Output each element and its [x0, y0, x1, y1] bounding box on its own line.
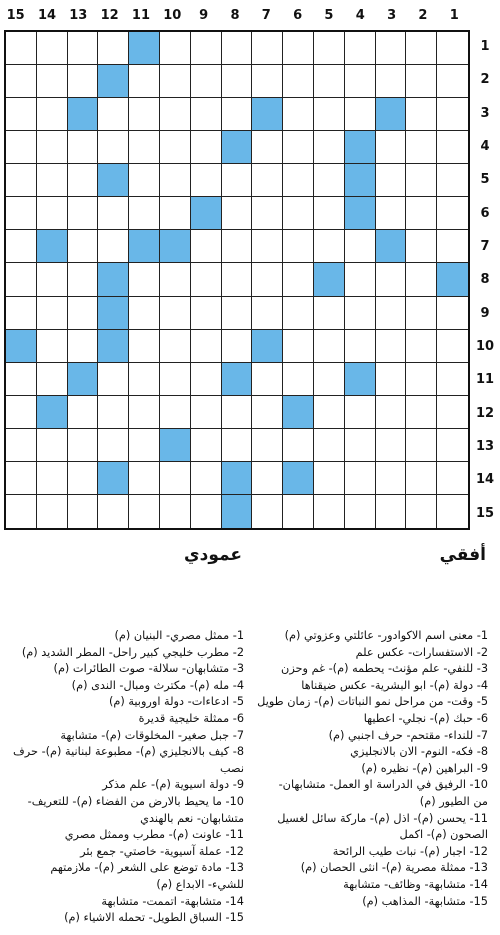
grid-block-cell — [160, 230, 191, 263]
down-clue: 2- مطرب خليجي كبير راحل- المطر الشديد (م) — [21, 645, 244, 659]
grid-cell[interactable] — [160, 462, 191, 495]
grid-cell[interactable] — [314, 197, 345, 230]
row-number: 12 — [475, 405, 495, 421]
grid-cell[interactable] — [376, 263, 407, 296]
grid-cell[interactable] — [345, 462, 376, 495]
column-number: 8 — [230, 7, 240, 23]
grid-block-cell — [252, 98, 283, 131]
column-number: 2 — [418, 7, 428, 23]
grid-cell[interactable] — [376, 363, 407, 396]
column-number: 4 — [355, 7, 365, 23]
down-clue: 13- مادة توضع على الشعر (م)- ملازمتهم — [50, 861, 244, 875]
grid-cell[interactable] — [345, 230, 376, 263]
grid-cell[interactable] — [6, 297, 37, 330]
row-number: 10 — [475, 339, 495, 355]
grid-cell[interactable] — [376, 462, 407, 495]
grid-block-cell — [129, 32, 160, 65]
grid-cell[interactable] — [37, 197, 68, 230]
grid-cell[interactable] — [6, 363, 37, 396]
grid-cell[interactable] — [406, 164, 437, 197]
grid-cell[interactable] — [191, 330, 222, 363]
down-clue: 12- عملة آسيوية- خاصتي- جمع بئر — [80, 844, 244, 858]
grid-cell[interactable] — [283, 98, 314, 131]
grid-cell[interactable] — [283, 230, 314, 263]
grid-cell[interactable] — [222, 330, 253, 363]
grid-cell[interactable] — [68, 495, 99, 528]
grid-cell[interactable] — [252, 396, 283, 429]
down-clue: 11- عاونت (م)- مطرب وممثل مصري — [64, 828, 244, 842]
grid-cell[interactable] — [191, 429, 222, 462]
column-number: 5 — [324, 7, 334, 23]
grid-cell[interactable] — [191, 164, 222, 197]
down-clue: 7- جبل صغير- المخلوقات (م)- متشابهة — [60, 728, 244, 742]
grid-block-cell — [222, 462, 253, 495]
grid-cell[interactable] — [37, 263, 68, 296]
grid-cell[interactable] — [37, 98, 68, 131]
grid-cell[interactable] — [222, 98, 253, 131]
grid-block-cell — [252, 330, 283, 363]
grid-block-cell — [68, 363, 99, 396]
grid-cell[interactable] — [437, 495, 468, 528]
grid-cell[interactable] — [222, 197, 253, 230]
across-clue: 5- وقت- من مراحل نمو النباتات (م)- زمان طويل — [257, 695, 488, 709]
grid-cell[interactable] — [437, 396, 468, 429]
across-clue: من الطيور (م) — [419, 794, 488, 808]
grid-cell[interactable] — [406, 131, 437, 164]
row-number: 14 — [475, 472, 495, 488]
grid-cell[interactable] — [252, 32, 283, 65]
grid-cell[interactable] — [252, 65, 283, 98]
grid-cell[interactable] — [160, 363, 191, 396]
grid-block-cell — [437, 263, 468, 296]
grid-cell[interactable] — [406, 297, 437, 330]
down-clue: للشيء- الابداع (م) — [156, 877, 244, 891]
grid-block-cell — [6, 330, 37, 363]
grid-cell[interactable] — [129, 462, 160, 495]
grid-cell[interactable] — [314, 98, 345, 131]
grid-cell[interactable] — [98, 98, 129, 131]
grid-cell[interactable] — [314, 363, 345, 396]
grid-cell[interactable] — [222, 164, 253, 197]
grid-cell[interactable] — [252, 230, 283, 263]
grid-cell[interactable] — [314, 396, 345, 429]
grid-block-cell — [314, 263, 345, 296]
grid-cell[interactable] — [406, 462, 437, 495]
down-clue: 10- ما يحيط بالارض من الفضاء (م)- للتعريف- — [27, 794, 244, 808]
across-clue: 11- يحسن (م)- اذل (م)- ماركة سائل لغسيل — [277, 811, 488, 825]
grid-cell[interactable] — [376, 429, 407, 462]
grid-cell[interactable] — [160, 98, 191, 131]
grid-cell[interactable] — [437, 197, 468, 230]
across-clue: 15- متشابهة- المذاهب (م) — [362, 894, 488, 908]
across-clue: 7- للنداء- مقتحم- حرف اجنبي (م) — [328, 728, 488, 742]
grid-cell[interactable] — [406, 330, 437, 363]
grid-cell[interactable] — [376, 131, 407, 164]
grid-cell[interactable] — [283, 32, 314, 65]
grid-cell[interactable] — [252, 164, 283, 197]
row-number: 8 — [480, 272, 490, 288]
grid-block-cell — [376, 230, 407, 263]
grid-cell[interactable] — [68, 65, 99, 98]
grid-block-cell — [191, 197, 222, 230]
grid-cell[interactable] — [129, 330, 160, 363]
grid-cell[interactable] — [6, 164, 37, 197]
grid-cell[interactable] — [345, 65, 376, 98]
grid-cell[interactable] — [6, 396, 37, 429]
grid-cell[interactable] — [160, 164, 191, 197]
grid-cell[interactable] — [345, 396, 376, 429]
down-clue: 15- السباق الطويل- تحمله الاشياء (م) — [64, 911, 244, 925]
down-clue: 5- ادعاءات- دولة اوروبية (م) — [108, 695, 244, 709]
grid-cell[interactable] — [68, 429, 99, 462]
grid-cell[interactable] — [406, 32, 437, 65]
grid-cell[interactable] — [406, 429, 437, 462]
grid-cell[interactable] — [314, 32, 345, 65]
grid-cell[interactable] — [314, 429, 345, 462]
across-clue: 6- حبك (م)- نجلي- اعطيها — [363, 711, 488, 725]
column-number: 9 — [199, 7, 209, 23]
grid-cell[interactable] — [314, 65, 345, 98]
grid-cell[interactable] — [314, 230, 345, 263]
grid-cell[interactable] — [68, 131, 99, 164]
grid-cell[interactable] — [98, 131, 129, 164]
grid-cell[interactable] — [6, 65, 37, 98]
grid-cell[interactable] — [37, 297, 68, 330]
grid-cell[interactable] — [98, 197, 129, 230]
grid-block-cell — [376, 98, 407, 131]
column-number: 1 — [449, 7, 459, 23]
row-number: 7 — [480, 239, 490, 255]
grid-cell[interactable] — [345, 263, 376, 296]
grid-cell[interactable] — [160, 330, 191, 363]
grid-cell[interactable] — [252, 363, 283, 396]
across-clue: 8- فكه- النوم- الان بالانجليزي — [350, 745, 488, 759]
column-number: 15 — [6, 7, 25, 23]
grid-cell[interactable] — [6, 263, 37, 296]
grid-cell[interactable] — [437, 32, 468, 65]
grid-block-cell — [345, 363, 376, 396]
grid-cell[interactable] — [129, 429, 160, 462]
grid-cell[interactable] — [437, 297, 468, 330]
grid-block-cell — [37, 396, 68, 429]
grid-cell[interactable] — [191, 230, 222, 263]
grid-cell[interactable] — [6, 32, 37, 65]
grid-cell[interactable] — [345, 98, 376, 131]
column-number: 6 — [293, 7, 303, 23]
grid-cell[interactable] — [98, 32, 129, 65]
grid-cell[interactable] — [222, 263, 253, 296]
grid-cell[interactable] — [6, 98, 37, 131]
grid-cell[interactable] — [252, 462, 283, 495]
column-number: 3 — [387, 7, 397, 23]
down-clue: 9- دولة اسيوية (م)- علم مذكر — [102, 778, 244, 792]
grid-cell[interactable] — [376, 330, 407, 363]
grid-cell[interactable] — [345, 32, 376, 65]
grid-cell[interactable] — [252, 263, 283, 296]
grid-cell[interactable] — [160, 197, 191, 230]
grid-cell[interactable] — [437, 462, 468, 495]
across-clues — [256, 628, 488, 910]
grid-cell[interactable] — [314, 131, 345, 164]
grid-cell[interactable] — [252, 495, 283, 528]
column-number: 12 — [100, 7, 119, 23]
grid-cell[interactable] — [283, 297, 314, 330]
grid-cell[interactable] — [345, 330, 376, 363]
down-clue: 3- متشابهان- سلالة- صوت الطائرات (م) — [53, 662, 244, 676]
grid-block-cell — [37, 230, 68, 263]
grid-cell[interactable] — [160, 32, 191, 65]
grid-block-cell — [283, 462, 314, 495]
grid-cell[interactable] — [252, 131, 283, 164]
column-number: 13 — [69, 7, 88, 23]
across-clue: 14- متشابهة- وظائف- متشابهة — [343, 877, 488, 891]
grid-cell[interactable] — [6, 230, 37, 263]
grid-cell[interactable] — [406, 65, 437, 98]
grid-cell[interactable] — [191, 131, 222, 164]
grid-cell[interactable] — [6, 429, 37, 462]
grid-cell[interactable] — [406, 396, 437, 429]
grid-cell[interactable] — [37, 495, 68, 528]
grid-cell[interactable] — [191, 263, 222, 296]
grid-cell[interactable] — [437, 164, 468, 197]
grid-cell[interactable] — [376, 197, 407, 230]
grid-cell[interactable] — [437, 98, 468, 131]
grid-cell[interactable] — [191, 363, 222, 396]
grid-cell[interactable] — [222, 429, 253, 462]
column-numbers — [0, 0, 470, 30]
grid-cell[interactable] — [252, 197, 283, 230]
grid-cell[interactable] — [68, 297, 99, 330]
grid-cell[interactable] — [376, 32, 407, 65]
across-heading: أفقي — [439, 545, 486, 565]
row-number: 6 — [480, 205, 490, 221]
grid-cell[interactable] — [437, 65, 468, 98]
grid-cell[interactable] — [345, 297, 376, 330]
grid-cell[interactable] — [68, 263, 99, 296]
grid-cell[interactable] — [406, 263, 437, 296]
grid-cell[interactable] — [437, 131, 468, 164]
grid-cell[interactable] — [283, 65, 314, 98]
grid-cell[interactable] — [160, 131, 191, 164]
row-numbers — [470, 30, 500, 530]
grid-cell[interactable] — [283, 429, 314, 462]
grid-cell[interactable] — [37, 330, 68, 363]
down-clues — [12, 628, 244, 927]
grid-cell[interactable] — [376, 495, 407, 528]
grid-cell[interactable] — [252, 429, 283, 462]
grid-cell[interactable] — [37, 462, 68, 495]
down-clue: 1- ممثل مصري- البنيان (م) — [114, 629, 244, 642]
grid-cell[interactable] — [37, 164, 68, 197]
grid-block-cell — [98, 164, 129, 197]
grid-cell[interactable] — [129, 396, 160, 429]
column-number: 7 — [261, 7, 271, 23]
grid-block-cell — [345, 131, 376, 164]
down-clue: 6- ممثلة خليجية قديرة — [138, 711, 244, 725]
grid-cell[interactable] — [222, 297, 253, 330]
grid-cell[interactable] — [191, 462, 222, 495]
grid-cell[interactable] — [129, 164, 160, 197]
grid-cell[interactable] — [406, 98, 437, 131]
grid-cell[interactable] — [191, 65, 222, 98]
grid-cell[interactable] — [314, 462, 345, 495]
column-number: 11 — [131, 7, 151, 23]
grid-cell[interactable] — [6, 131, 37, 164]
grid-cell[interactable] — [314, 297, 345, 330]
grid-cell[interactable] — [283, 495, 314, 528]
grid-cell[interactable] — [406, 230, 437, 263]
grid-block-cell — [129, 230, 160, 263]
grid-block-cell — [160, 429, 191, 462]
grid-cell[interactable] — [191, 98, 222, 131]
grid-block-cell — [345, 164, 376, 197]
grid-cell[interactable] — [129, 297, 160, 330]
down-heading: عمودي — [184, 545, 242, 565]
across-clue: 12- اجبار (م)- نبات طيب الرائحة — [332, 844, 488, 858]
grid-cell[interactable] — [160, 297, 191, 330]
column-number: 10 — [163, 7, 182, 23]
row-number: 11 — [475, 372, 495, 388]
grid-cell[interactable] — [222, 396, 253, 429]
grid-cell[interactable] — [345, 495, 376, 528]
row-number: 13 — [475, 439, 495, 455]
grid-cell[interactable] — [191, 495, 222, 528]
grid-cell[interactable] — [98, 396, 129, 429]
grid-cell[interactable] — [129, 98, 160, 131]
grid-cell[interactable] — [283, 197, 314, 230]
across-clue: 9- البراهين (م)- نظيره (م) — [361, 761, 488, 775]
grid-cell[interactable] — [129, 197, 160, 230]
grid-cell[interactable] — [129, 495, 160, 528]
grid-cell[interactable] — [37, 65, 68, 98]
grid-cell[interactable] — [406, 495, 437, 528]
grid-cell[interactable] — [98, 495, 129, 528]
grid-cell[interactable] — [376, 65, 407, 98]
grid-cell[interactable] — [37, 32, 68, 65]
grid-cell[interactable] — [283, 164, 314, 197]
grid-cell[interactable] — [6, 495, 37, 528]
grid-cell[interactable] — [68, 396, 99, 429]
grid-cell[interactable] — [129, 65, 160, 98]
grid-cell[interactable] — [437, 230, 468, 263]
grid-cell[interactable] — [283, 363, 314, 396]
grid-block-cell — [345, 197, 376, 230]
grid-cell[interactable] — [37, 429, 68, 462]
grid-cell[interactable] — [68, 330, 99, 363]
down-clue: 8- كيف بالانجليزي (م)- مطبوعة لبنانية (م)- حرف نصب — [13, 745, 244, 775]
grid-block-cell — [222, 131, 253, 164]
down-clue: 14- متشابهة- اتممت- متشابهة — [101, 894, 244, 908]
row-number: 15 — [475, 505, 495, 521]
grid-cell[interactable] — [314, 164, 345, 197]
grid-cell[interactable] — [98, 363, 129, 396]
grid-cell[interactable] — [68, 462, 99, 495]
column-number: 14 — [37, 7, 57, 23]
row-number: 9 — [480, 305, 490, 321]
down-clue: 4- مله (م)- مكترث ومبال- الندى (م) — [71, 678, 244, 692]
grid-cell[interactable] — [283, 330, 314, 363]
grid-cell[interactable] — [160, 263, 191, 296]
row-number: 1 — [480, 39, 490, 55]
grid-cell[interactable] — [345, 429, 376, 462]
row-number: 5 — [480, 172, 490, 188]
grid-cell[interactable] — [129, 131, 160, 164]
crossword-grid — [4, 30, 470, 530]
grid-cell[interactable] — [314, 495, 345, 528]
grid-cell[interactable] — [37, 131, 68, 164]
grid-cell[interactable] — [68, 197, 99, 230]
grid-cell[interactable] — [129, 363, 160, 396]
grid-cell[interactable] — [6, 462, 37, 495]
grid-block-cell — [222, 363, 253, 396]
grid-cell[interactable] — [437, 330, 468, 363]
grid-cell[interactable] — [406, 197, 437, 230]
grid-cell[interactable] — [191, 297, 222, 330]
grid-cell[interactable] — [98, 230, 129, 263]
grid-cell[interactable] — [160, 396, 191, 429]
grid-block-cell — [98, 297, 129, 330]
grid-block-cell — [283, 396, 314, 429]
grid-cell[interactable] — [376, 164, 407, 197]
row-number: 3 — [480, 105, 490, 121]
grid-cell[interactable] — [222, 65, 253, 98]
grid-cell[interactable] — [376, 297, 407, 330]
across-clue: 1- معنى اسم الاكوادور- عائلتي وعزوتي (م) — [284, 629, 488, 642]
across-clue: الصحون (م)- اكمل — [399, 828, 488, 842]
across-clue: 10- الرفيق في الدراسة او العمل- متشابهان- — [278, 778, 488, 792]
grid-cell[interactable] — [283, 131, 314, 164]
grid-cell[interactable] — [222, 32, 253, 65]
grid-cell[interactable] — [68, 230, 99, 263]
grid-block-cell — [98, 263, 129, 296]
grid-block-cell — [98, 65, 129, 98]
row-number: 4 — [480, 139, 490, 155]
down-clue: متشابهان- نعم بالهندي — [140, 811, 244, 825]
grid-cell[interactable] — [376, 396, 407, 429]
grid-cell[interactable] — [98, 429, 129, 462]
grid-cell[interactable] — [191, 32, 222, 65]
grid-cell[interactable] — [129, 263, 160, 296]
grid-cell[interactable] — [252, 297, 283, 330]
grid-cell[interactable] — [6, 197, 37, 230]
grid-cell[interactable] — [437, 429, 468, 462]
grid-block-cell — [98, 462, 129, 495]
grid-cell[interactable] — [68, 32, 99, 65]
row-number: 2 — [480, 72, 490, 88]
grid-cell[interactable] — [160, 495, 191, 528]
grid-cell[interactable] — [68, 164, 99, 197]
grid-cell[interactable] — [314, 330, 345, 363]
grid-block-cell — [98, 330, 129, 363]
across-clue: 13- ممثلة مصرية (م)- انثى الحصان (م) — [300, 861, 488, 875]
grid-cell[interactable] — [191, 396, 222, 429]
grid-cell[interactable] — [437, 363, 468, 396]
across-clue: 2- الاستفسارات- عكس علم — [355, 645, 488, 659]
grid-cell[interactable] — [160, 65, 191, 98]
grid-cell[interactable] — [406, 363, 437, 396]
grid-cell[interactable] — [37, 363, 68, 396]
across-clue: 4- دولة (م)- ابو البشرية- عكس ضيقناها — [301, 678, 488, 692]
grid-block-cell — [222, 495, 253, 528]
grid-cell[interactable] — [222, 230, 253, 263]
grid-block-cell — [68, 98, 99, 131]
across-clue: 3- للنفي- علم مؤنث- يحطمه (م)- غم وحزن — [281, 662, 488, 676]
grid-cell[interactable] — [283, 263, 314, 296]
